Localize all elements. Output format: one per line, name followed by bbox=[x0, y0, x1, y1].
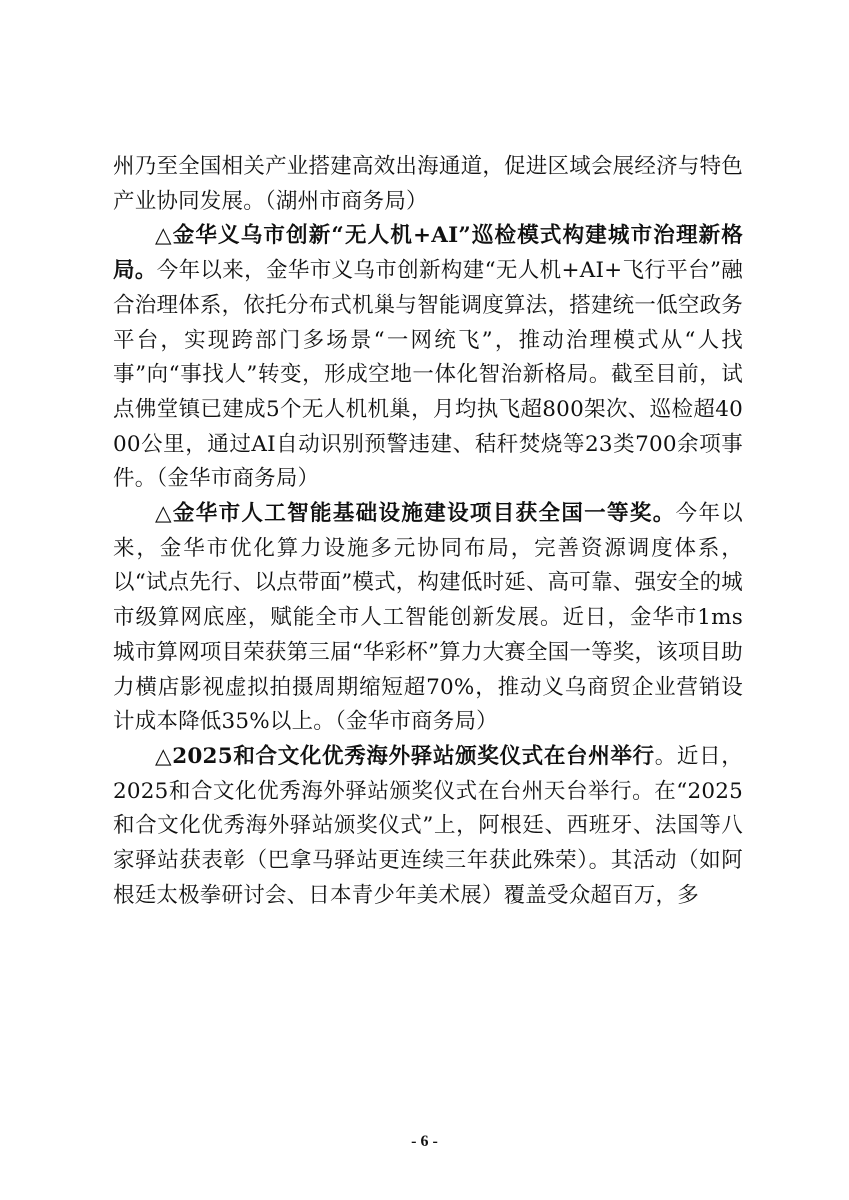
page-number: - 6 - bbox=[411, 1133, 438, 1150]
news-item-title: △2025和合文化优秀海外驿站颁奖仪式在台州举行 bbox=[155, 743, 655, 769]
news-item-jinhua-ai-infrastructure bbox=[113, 497, 743, 740]
document-page bbox=[113, 150, 743, 913]
paragraph-body: 州乃至全国相关产业搭建高效出海通道，促进区域会展经济与特色产业协同发展。（湖州市商务局） bbox=[113, 154, 743, 214]
paragraph-continuation bbox=[113, 150, 743, 219]
news-item-body: 。近日，2025和合文化优秀海外驿站颁奖仪式在台州天台举行。在“2025和合文化优秀海外驿站颁奖仪式”上，阿根廷、西班牙、法国等八家驿站获表彰（巴拿马驿站更连续三年获此殊荣）。其活动（如阿根廷太极拳研讨会、日本青少年美术展）覆盖受众超百万，多 bbox=[113, 743, 743, 908]
news-item-jinhua-drone bbox=[113, 219, 743, 497]
news-item-taizhou-hehe-culture bbox=[113, 740, 743, 914]
news-item-body: 今年以来，金华市义乌市创新构建“无人机+AI+飞行平台”融合治理体系，依托分布式机巢与智能调度算法，搭建统一低空政务平台，实现跨部门多场景“一网统飞”，推动治理模式从“人找事”向“事找人”转变，形成空地一体化智治新格局。截至目前，试点佛堂镇已建成5个无人机机巢，月均执飞超800架次、巡检超4000公里，通过AI自动识别预警违建、秸秆焚烧等23类700余项事件。（金华市商务局） bbox=[113, 258, 743, 492]
news-item-title: △金华市人工智能基础设施建设项目获全国一等奖。 bbox=[155, 501, 676, 527]
news-item-title: △金华义乌市创新“无人机+AI”巡检模式构建城市治理新格局。 bbox=[113, 223, 743, 284]
news-item-body: 今年以来，金华市优化算力设施多元协同布局，完善资源调度体系，以“试点先行、以点带面”模式，构建低时延、高可靠、强安全的城市级算网底座，赋能全市人工智能创新发展。近日，金华市1ms城市算网项目荣获第三届“华彩杯”算力大赛全国一等奖，该项目助力横店影视虚拟拍摄周期缩短超70%，推动义乌商贸企业营销设计成本降低35%以上。（金华市商务局） bbox=[113, 501, 743, 735]
